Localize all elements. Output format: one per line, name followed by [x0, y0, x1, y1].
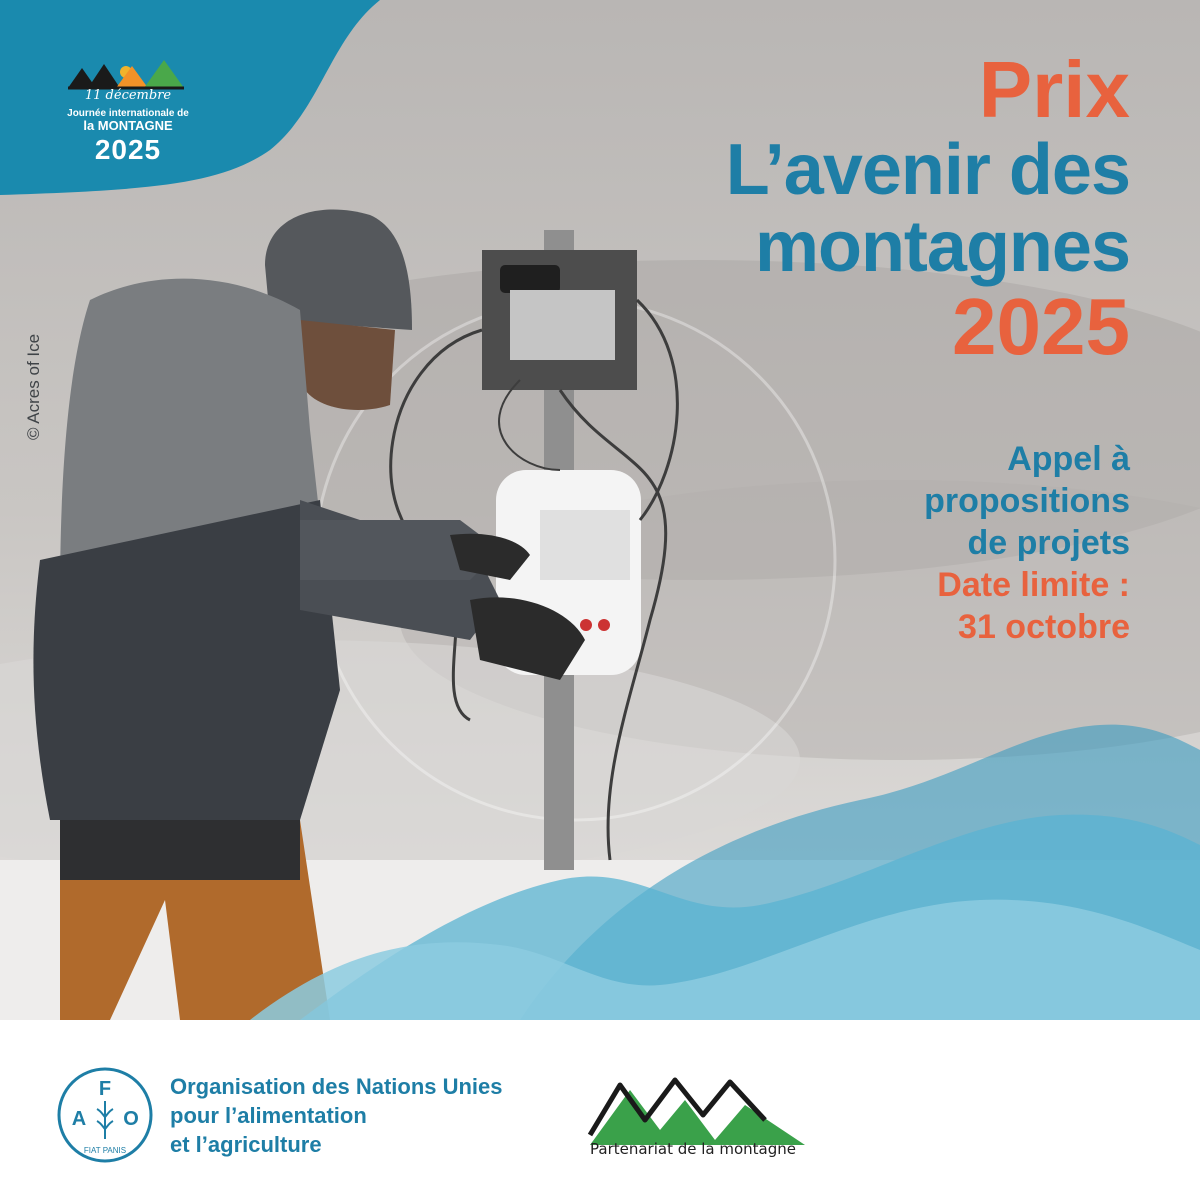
- deadline-date: 31 octobre: [958, 608, 1130, 646]
- mountain-partnership-name: Partenariat de la montagne: [590, 1140, 796, 1158]
- fao-letter-o: O: [123, 1108, 139, 1130]
- title-line-year: 2025: [952, 282, 1130, 371]
- fao-emblem-icon: [55, 1065, 155, 1165]
- mountains-icon: [68, 58, 188, 92]
- call-line-3: de projets: [967, 524, 1130, 562]
- badge-subtitle: Journée internationale de: [67, 108, 189, 119]
- title-line-montagnes: montagnes: [754, 207, 1130, 287]
- call-line-1: Appel à: [1007, 440, 1130, 478]
- footer: [0, 1020, 1200, 1200]
- badge-year: 2025: [94, 134, 162, 165]
- title-line-prix: Prix: [978, 45, 1130, 134]
- call-line-2: propositions: [924, 482, 1130, 520]
- photo-credit: [24, 400, 44, 440]
- mountain-partnership-icon: [585, 1060, 815, 1150]
- deadline-label: Date limite :: [937, 566, 1130, 604]
- title-line-avenir: L’avenir des: [725, 130, 1130, 210]
- fao-name: [170, 1072, 503, 1159]
- prize-title: [725, 45, 1130, 371]
- fao-name-line-3: et l’agriculture: [170, 1132, 322, 1157]
- badge-date: 11 décembre: [84, 88, 172, 103]
- fao-name-line-2: pour l’alimentation: [170, 1103, 367, 1128]
- fao-motto: FIAT PANIS: [83, 1146, 127, 1155]
- fao-letter-f: F: [98, 1078, 112, 1100]
- badge-name: la MONTAGNE: [83, 118, 173, 133]
- fao-letter-a: A: [71, 1108, 87, 1130]
- fao-name-line-1: Organisation des Nations Unies: [170, 1074, 503, 1099]
- call-for-proposals: [924, 438, 1130, 648]
